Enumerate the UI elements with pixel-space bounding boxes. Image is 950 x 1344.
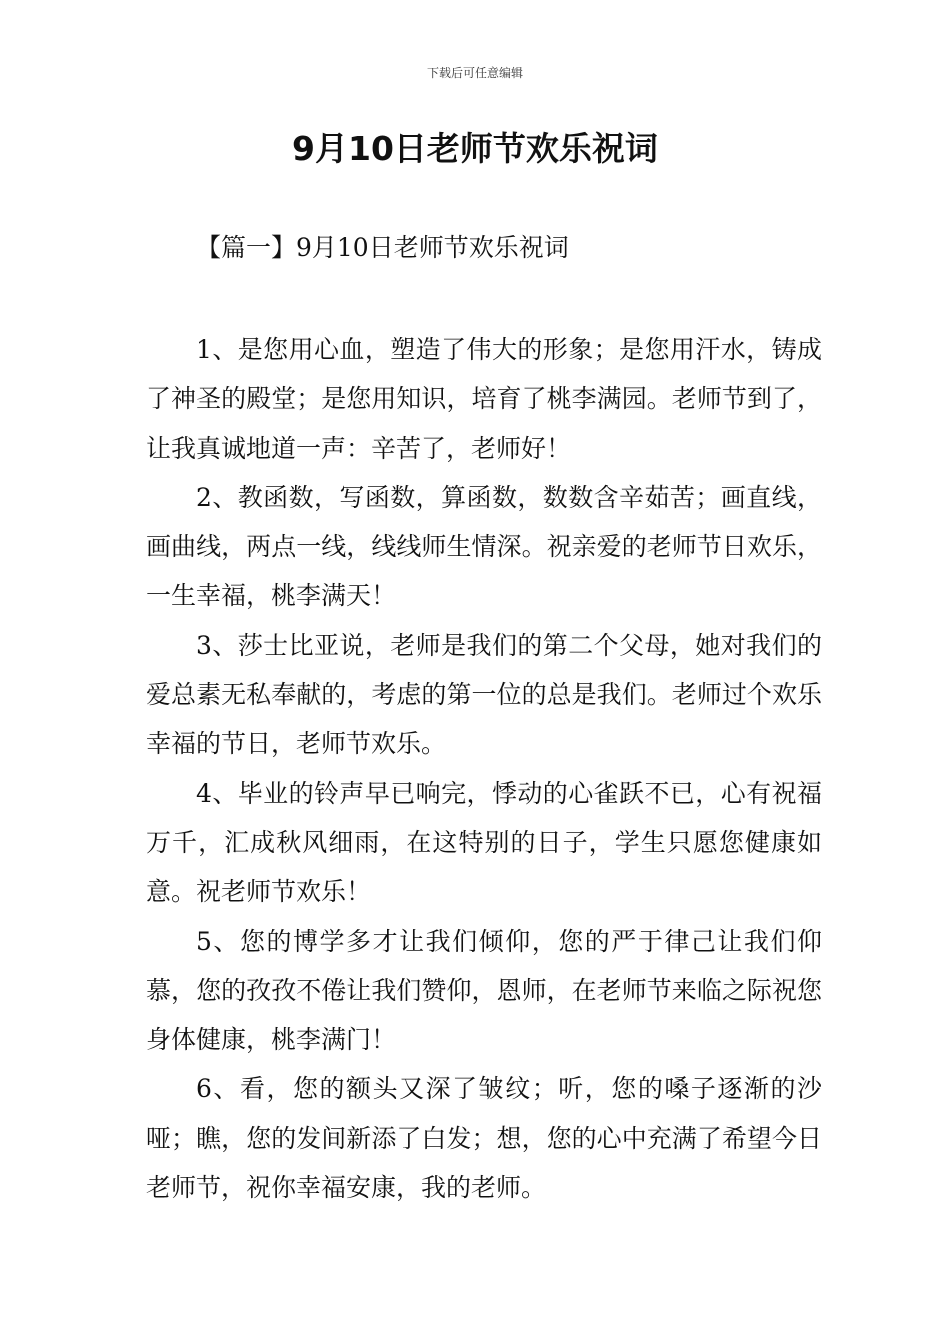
document-body [146,325,822,1212]
paragraph-5: 5、您的博学多才让我们倾仰，您的严于律己让我们仰慕，您的孜孜不倦让我们赞仰，恩师，在老师节来临之际祝您身体健康，桃李满门！ [146,926,822,1055]
paragraph-2: 2、教函数，写函数，算函数，数数含辛茹苦；画直线，画曲线，两点一线，线线师生情深。祝亲爱的老师节日欢乐，一生幸福，桃李满天！ [146,482,822,611]
paragraph-4: 4、毕业的铃声早已响完，悸动的心雀跃不已，心有祝福万千，汇成秋风细雨，在这特别的日子，学生只愿您健康如意。祝老师节欢乐！ [146,778,822,907]
header-note: 下载后可任意编辑 [426,66,523,80]
section-heading: 【篇一】9月10日老师节欢乐祝词 [196,233,569,262]
paragraph-3: 3、莎士比亚说，老师是我们的第二个父母，她对我们的爱总素无私奉献的，考虑的第一位的总是我们。老师过个欢乐幸福的节日，老师节欢乐。 [146,630,822,759]
paragraph-1: 1、是您用心血，塑造了伟大的形象；是您用汗水，铸成了神圣的殿堂；是您用知识，培育了桃李满园。老师节到了，让我真诚地道一声：辛苦了，老师好！ [146,335,822,463]
document-title: 9月10日老师节欢乐祝词 [292,129,658,168]
paragraph-6: 6、看，您的额头又深了皱纹；听，您的嗓子逐渐的沙哑；瞧，您的发间新添了白发；想，您的心中充满了希望今日老师节，祝你幸福安康，我的老师。 [146,1074,822,1203]
